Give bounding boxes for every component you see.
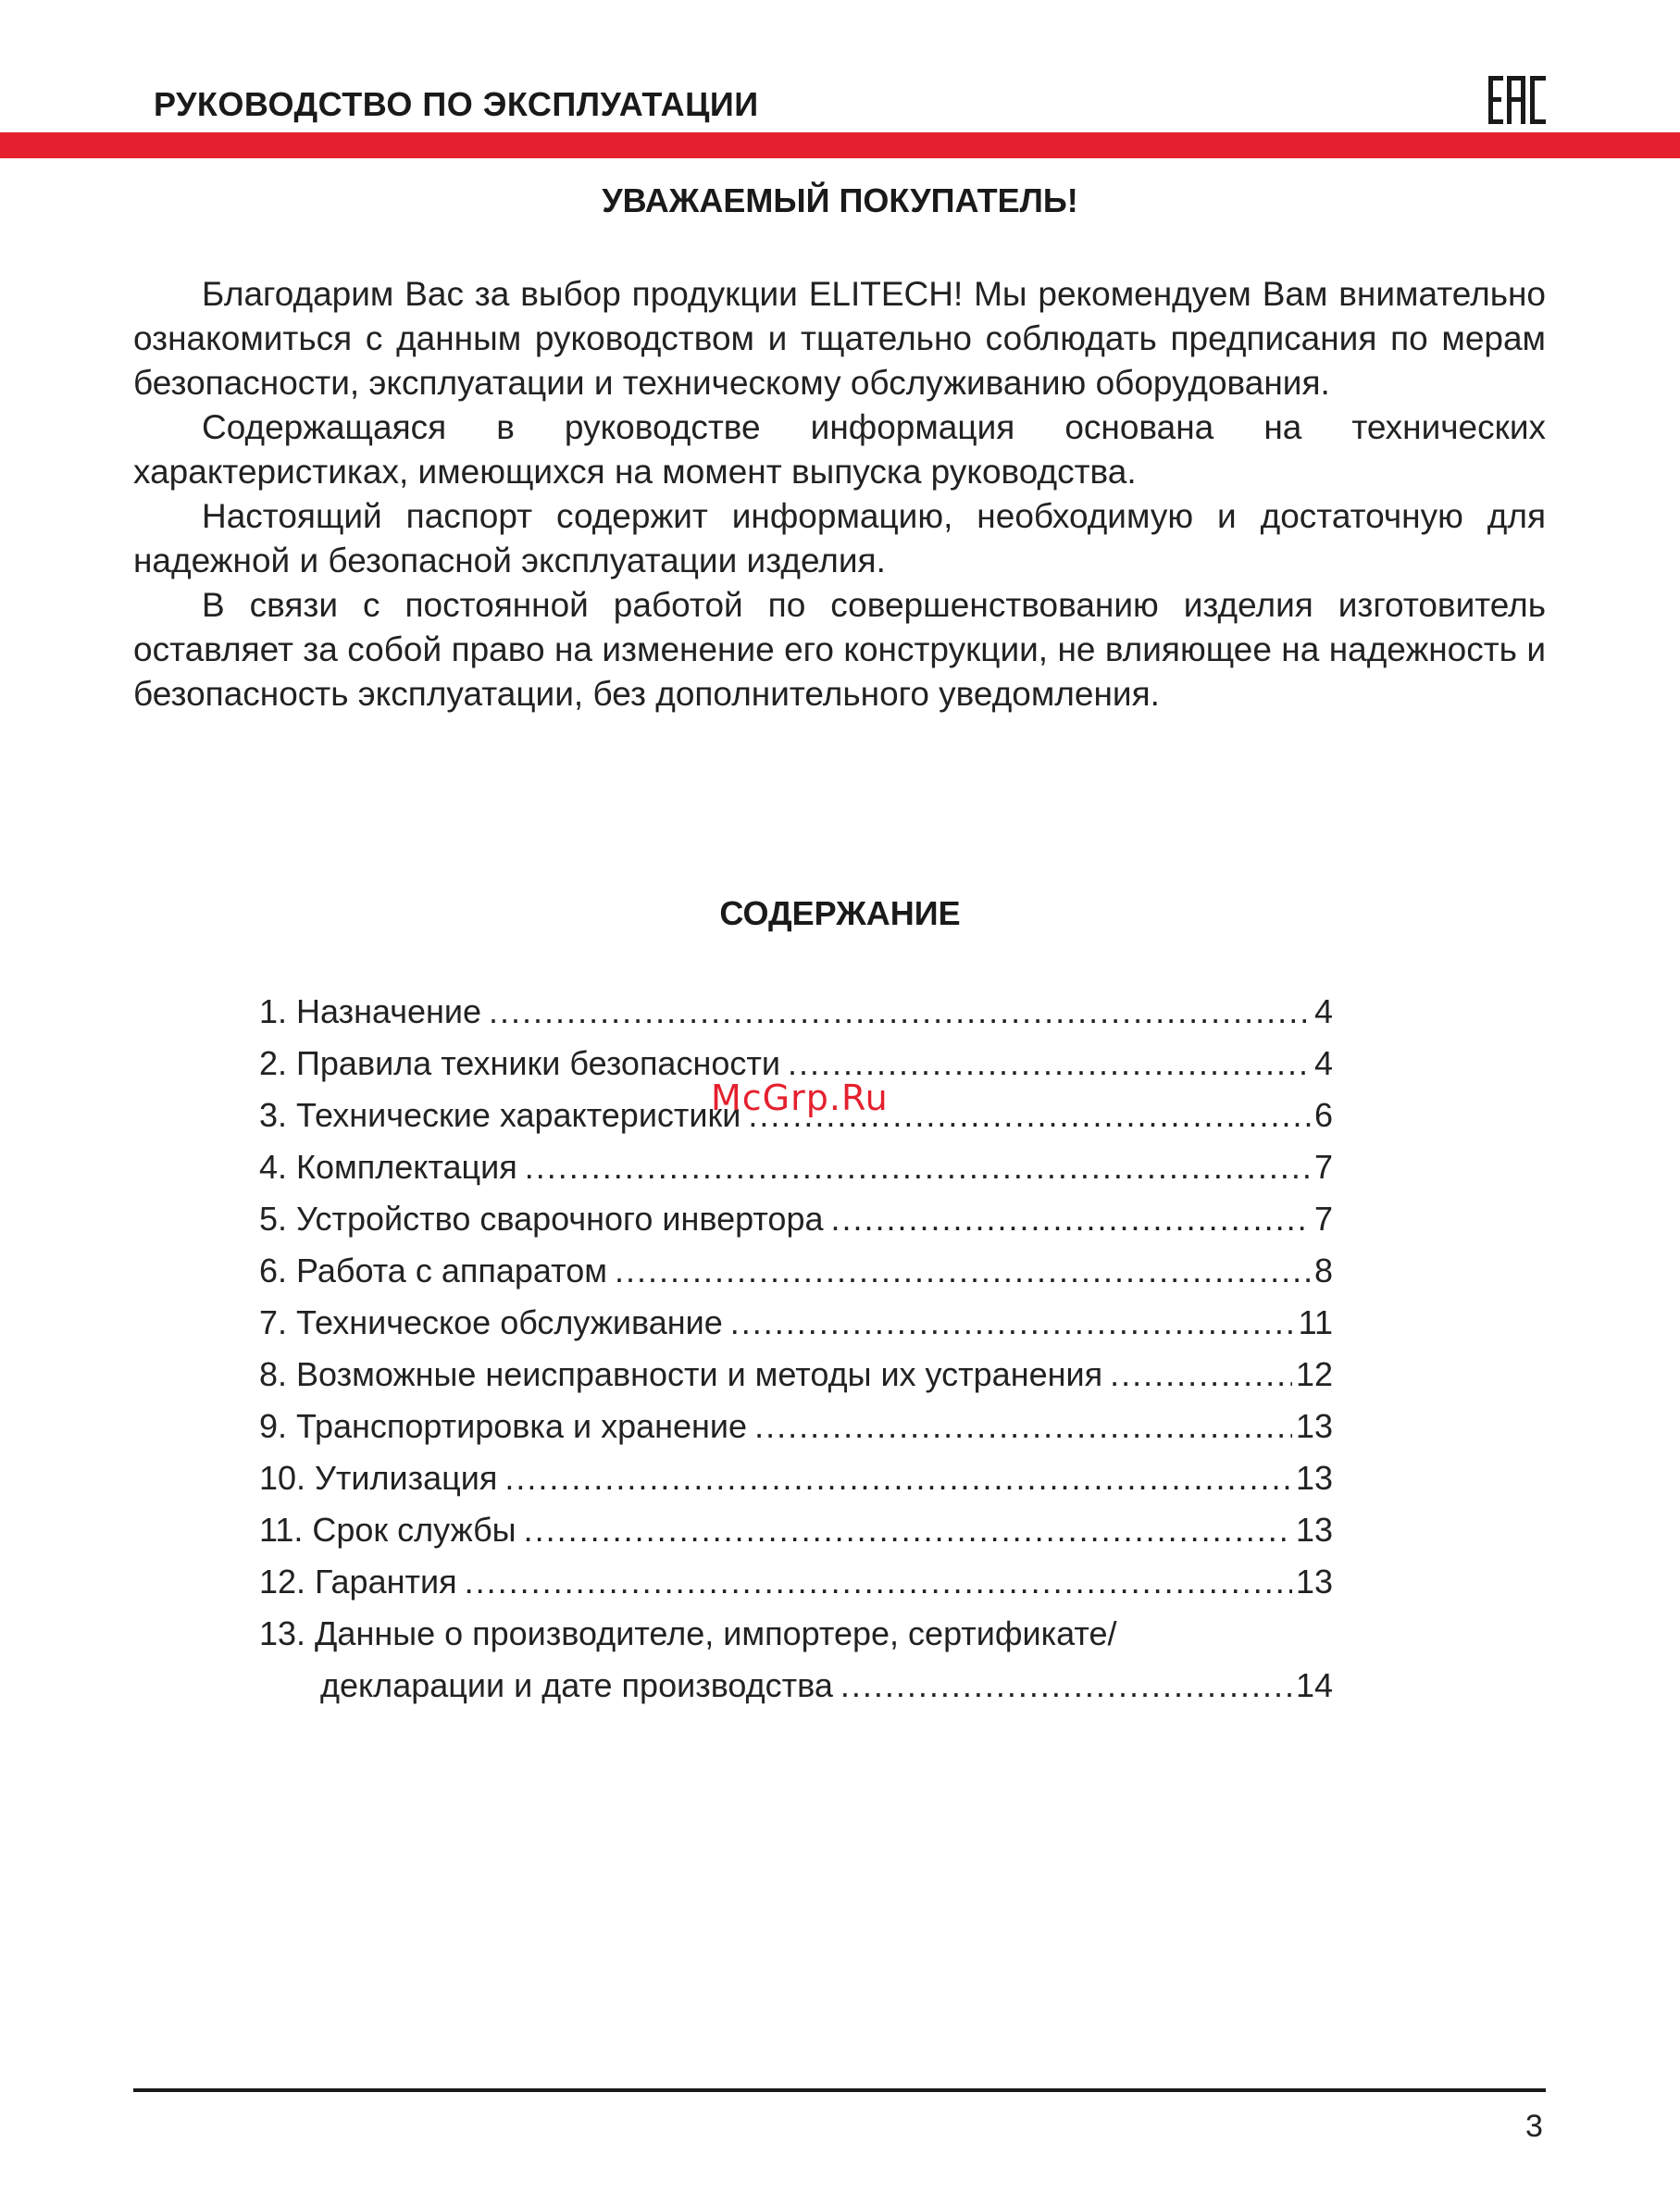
intro-paragraph: Настоящий паспорт содержит информацию, необходимую и достаточную для надежной и безопасной эксплуатации изделия. <box>133 497 1546 579</box>
toc-entry-title: 4. Комплектация <box>259 1148 517 1186</box>
greeting-heading: УВАЖАЕМЫЙ ПОКУПАТЕЛЬ! <box>602 181 1078 219</box>
watermark: McGrp.Ru <box>711 1078 889 1118</box>
toc-entry-title: 5. Устройство сварочного инвертора <box>259 1200 824 1238</box>
toc-entry[interactable] <box>259 1401 1333 1452</box>
toc-entry-page: 4 <box>1313 992 1333 1030</box>
toc-entry-title: 9. Транспортировка и хранение <box>259 1407 748 1445</box>
toc-entry-page: 13 <box>1295 1511 1333 1549</box>
toc-entry-title: 3. Технические характеристики <box>259 1096 741 1134</box>
toc-leader-dots <box>730 1297 1295 1349</box>
intro-paragraph: Содержащаяся в руководстве информация основана на технических характеристиках, имеющихся на момент выпуска руководства. <box>133 408 1546 491</box>
running-header-title: РУКОВОДСТВО ПО ЭКСПЛУАТАЦИИ <box>154 85 759 123</box>
toc-entry-title: 2. Правила техники безопасности <box>259 1044 780 1082</box>
toc-entry[interactable] <box>259 1349 1333 1401</box>
toc-leader-dots <box>615 1245 1311 1297</box>
toc-leader-dots <box>489 986 1311 1038</box>
footer-divider <box>133 2088 1546 2092</box>
toc-entry-title: 11. Срок службы <box>259 1511 516 1549</box>
toc-entry-page: 7 <box>1313 1148 1333 1186</box>
toc-entry-page: 14 <box>1295 1666 1333 1704</box>
toc-leader-dots <box>754 1401 1292 1452</box>
toc-leader-dots <box>465 1556 1292 1608</box>
toc-leader-dots <box>504 1452 1292 1504</box>
intro-paragraph: В связи с постоянной работой по совершенствованию изделия изготовитель оставляет за собой право на изменение его конструкции, не влияющее на надежность и безопасность эксплуатации, без дополнительного уведомления. <box>133 586 1546 713</box>
toc-entry-title: 1. Назначение <box>259 992 482 1030</box>
toc-entry[interactable] <box>259 1556 1333 1608</box>
toc-entry-continuation[interactable] <box>259 1660 1333 1712</box>
toc-entry-page: 8 <box>1313 1252 1333 1289</box>
toc-entry-title: 13. Данные о производителе, импортере, сертификате/ <box>259 1614 1117 1652</box>
intro-paragraph: Благодарим Вас за выбор продукции ELITECH! Мы рекомендуем Вам внимательно ознакомиться с данным руководством и тщательно соблюдать предписания по мерам безопасности, эксплуатации и техническому обслуживанию оборудования. <box>133 275 1546 402</box>
toc-entry[interactable] <box>259 1141 1333 1193</box>
intro-text <box>133 272 1546 716</box>
toc-entry-title: 6. Работа с аппаратом <box>259 1252 607 1289</box>
header-accent-bar <box>0 132 1680 158</box>
toc-entry-page: 13 <box>1295 1459 1333 1497</box>
toc-entry-title: 8. Возможные неисправности и методы их устранения <box>259 1355 1103 1393</box>
toc-entry-title: 12. Гарантия <box>259 1563 457 1601</box>
toc-entry[interactable] <box>259 986 1333 1038</box>
toc-entry[interactable] <box>259 1452 1333 1504</box>
toc-entry-page: 12 <box>1295 1355 1333 1393</box>
toc-leader-dots <box>840 1660 1292 1712</box>
toc-entry-page: 6 <box>1313 1096 1333 1134</box>
toc-entry-page: 13 <box>1295 1563 1333 1601</box>
toc-leader-dots <box>524 1504 1292 1556</box>
toc-entry-page: 7 <box>1313 1200 1333 1238</box>
toc-entry-page: 4 <box>1313 1044 1333 1082</box>
toc-entry[interactable] <box>259 1297 1333 1349</box>
page-number: 3 <box>1525 2109 1543 2144</box>
toc-entry-title: 10. Утилизация <box>259 1459 498 1497</box>
toc-entry[interactable] <box>259 1504 1333 1556</box>
toc-leader-dots <box>525 1141 1311 1193</box>
toc-entry-page: 13 <box>1295 1407 1333 1445</box>
toc-leader-dots <box>831 1193 1311 1245</box>
toc-entry[interactable] <box>259 1245 1333 1297</box>
toc-entry[interactable] <box>259 1193 1333 1245</box>
toc-heading: СОДЕРЖАНИЕ <box>719 894 961 932</box>
toc-entry-page: 11 <box>1298 1303 1333 1341</box>
toc-entry[interactable] <box>259 1608 1333 1660</box>
toc-leader-dots <box>1110 1349 1292 1401</box>
toc-entry-title: 7. Техническое обслуживание <box>259 1303 723 1341</box>
eac-certification-logo <box>1487 74 1548 126</box>
toc-entry-title-continuation: декларации и дате производства <box>320 1666 833 1704</box>
